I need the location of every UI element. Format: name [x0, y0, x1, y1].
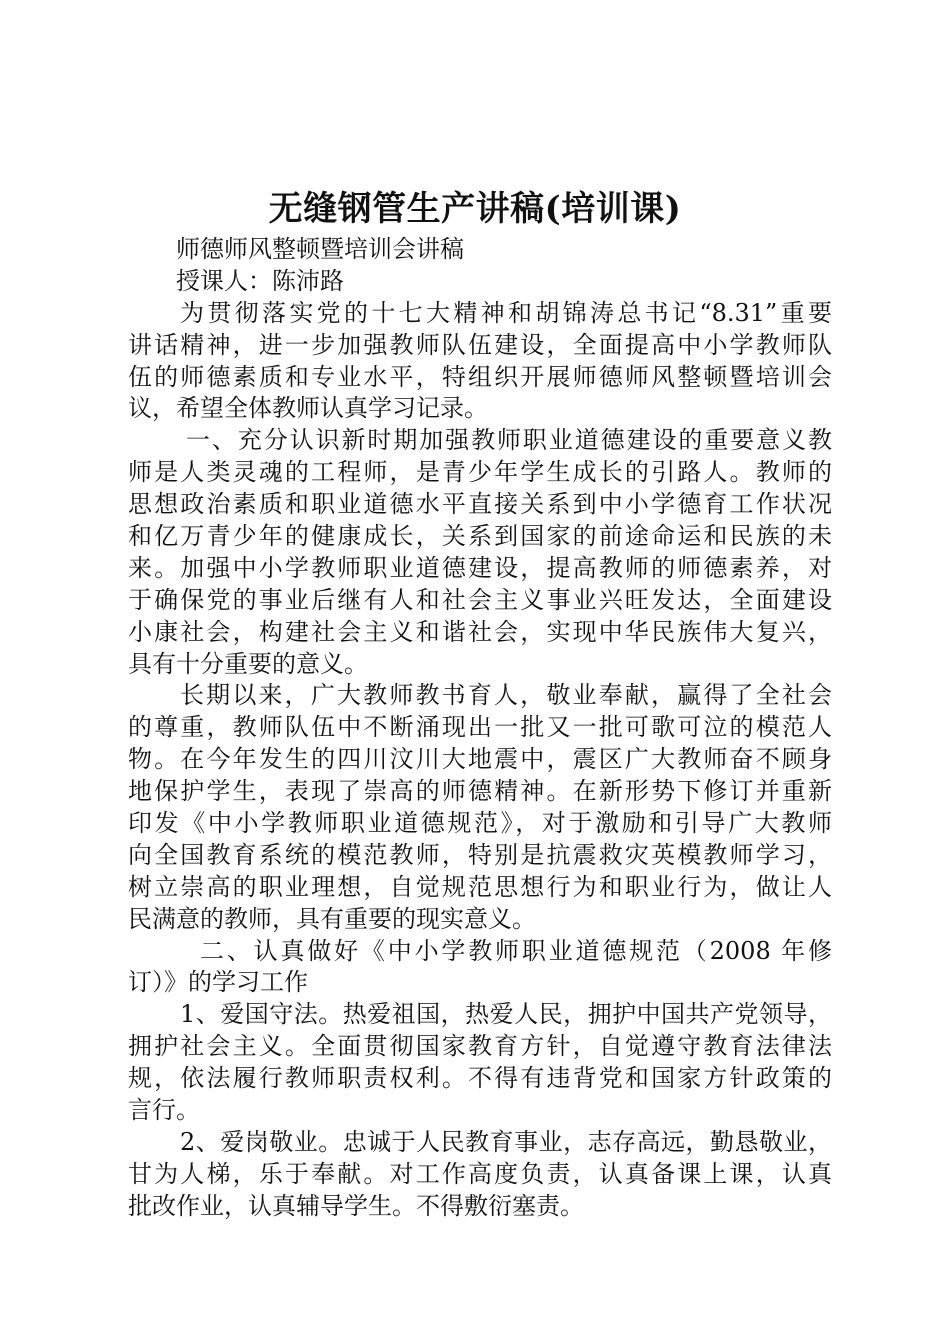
section-one-line: 具有十分重要的意义。: [128, 649, 368, 678]
item-one-line: 言行。: [128, 1096, 200, 1125]
lecturer-line: 授课人：陈沛路: [176, 266, 344, 295]
item-two-line: 甘为人梯，乐于奉献。对工作高度负责，认真备课上课，认真: [128, 1159, 832, 1188]
section-one-line: 和亿万青少年的健康成长，关系到国家的前途命运和民族的未: [128, 522, 832, 551]
paragraph-history-line: 物。在今年发生的四川汶川大地震中，震区广大教师奋不顾身: [128, 745, 832, 774]
paragraph-history-line: 树立崇高的职业理想，自觉规范思想行为和职业行为，做让人: [128, 872, 832, 901]
item-two-line: 2、爱岗敬业。忠诚于人民教育事业，志存高远，勤恳敬业，: [180, 1127, 832, 1156]
paragraph-intro-line: 议，希望全体教师认真学习记录。: [128, 394, 488, 423]
paragraph-history-line: 向全国教育系统的模范教师，特别是抗震救灾英模教师学习，: [128, 840, 832, 869]
paragraph-intro-line: 讲话精神，进一步加强教师队伍建设，全面提高中小学教师队: [128, 330, 832, 359]
section-one-line: 一、充分认识新时期加强教师职业道德建设的重要意义教: [186, 426, 832, 455]
item-one-line: 1、爱国守法。热爱祖国，热爱人民，拥护中国共产党领导，: [180, 1000, 832, 1029]
paragraph-intro-line: 伍的师德素质和专业水平，特组织开展师德师风整顿暨培训会: [128, 362, 832, 391]
item-one-line: 规，依法履行教师职责权利。不得有违背党和国家方针政策的: [128, 1064, 832, 1093]
section-two-heading-line: 订）》的学习工作: [128, 968, 308, 997]
paragraph-history-line: 地保护学生，表现了崇高的师德精神。在新形势下修订并重新: [128, 777, 832, 806]
section-one-line: 小康社会，构建社会主义和谐社会，实现中华民族伟大复兴，: [128, 617, 832, 646]
item-two-line: 批改作业，认真辅导学生。不得敷衍塞责。: [128, 1191, 584, 1220]
paragraph-history-line: 民满意的教师，具有重要的现实意义。: [128, 904, 536, 933]
paragraph-history-line: 的尊重，教师队伍中不断涌现出一批又一批可歌可泣的模范人: [128, 713, 832, 742]
section-two-heading-line: 二、认真做好《中小学教师职业道德规范（2008 年修: [200, 936, 832, 965]
paragraph-history-line: 长期以来，广大教师教书育人，敬业奉献，赢得了全社会: [180, 681, 832, 710]
subtitle-line: 师德师风整顿暨培训会讲稿: [176, 235, 464, 263]
paragraph-history-line: 印发《中小学教师职业道德规范》，对于激励和引导广大教师: [128, 809, 832, 838]
paragraph-intro-line: 为贯彻落实党的十七大精神和胡锦涛总书记“8.31”重要: [180, 298, 832, 327]
document-body: [128, 234, 832, 1223]
section-one-line: 于确保党的事业后继有人和社会主义事业兴旺发达，全面建设: [128, 585, 832, 614]
section-one-line: 思想政治素质和职业道德水平直接关系到中小学德育工作状况: [128, 490, 832, 519]
document-title: 无缝钢管生产讲稿(培训课): [268, 189, 682, 229]
item-one-line: 拥护社会主义。全面贯彻国家教育方针，自觉遵守教育法律法: [128, 1032, 832, 1061]
section-one-line: 师是人类灵魂的工程师，是青少年学生成长的引路人。教师的: [128, 458, 832, 487]
section-one-line: 来。加强中小学教师职业道德建设，提高教师的师德素养，对: [128, 553, 832, 582]
